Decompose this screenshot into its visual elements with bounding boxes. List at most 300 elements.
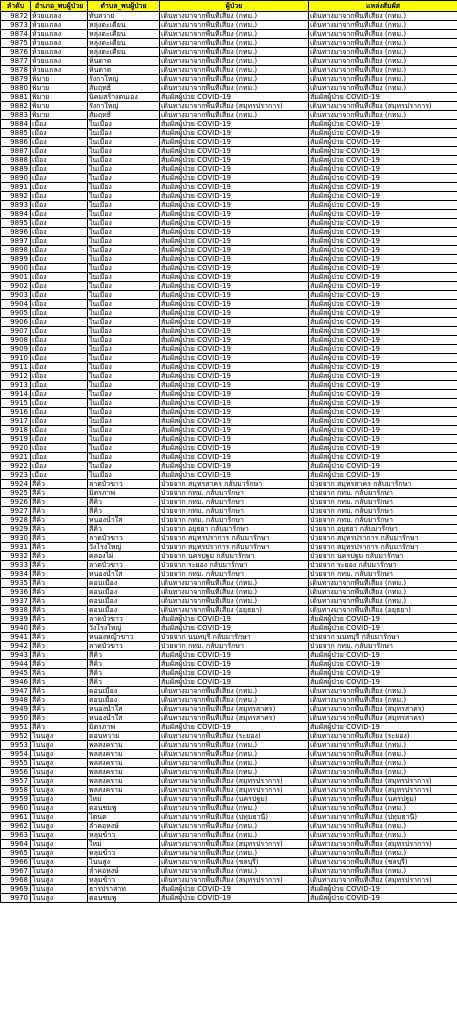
cell-source: ป่วยจาก กทม. กลับมารักษา: [309, 489, 457, 498]
cell-subdistrict: ดอนเมือง: [88, 597, 160, 606]
cell-subdistrict: ในเมือง: [88, 228, 160, 237]
cell-district: โนนสูง: [31, 750, 88, 759]
table-row: [1, 354, 457, 363]
cell-source: เดินทางมาจากพื้นที่เสี่ยง (นครปฐม): [309, 795, 457, 804]
cell-district: สีคิ้ว: [31, 723, 88, 732]
cell-patient: สัมผัสผู้ป่วย COVID-19: [160, 192, 309, 201]
cell-no: 9940: [1, 624, 31, 633]
cell-no: 9891: [1, 183, 31, 192]
cell-patient: สัมผัสผู้ป่วย COVID-19: [160, 165, 309, 174]
cell-patient: สัมผัสผู้ป่วย COVID-19: [160, 174, 309, 183]
cell-no: 9925: [1, 489, 31, 498]
cell-patient: ป่วยจาก สมุทรปราการ กลับมารักษา: [160, 543, 309, 552]
table-row: [1, 318, 457, 327]
cell-subdistrict: ในเมือง: [88, 372, 160, 381]
table-row: [1, 750, 457, 759]
cell-no: 9900: [1, 264, 31, 273]
cell-patient: สัมผัสผู้ป่วย COVID-19: [160, 327, 309, 336]
table-row: [1, 489, 457, 498]
cell-no: 9916: [1, 408, 31, 417]
cell-no: 9937: [1, 597, 31, 606]
cell-subdistrict: ลาดบัวขาว: [88, 480, 160, 489]
cell-district: สีคิ้ว: [31, 489, 88, 498]
cell-district: สีคิ้ว: [31, 543, 88, 552]
header-row: [1, 1, 457, 12]
cell-subdistrict: รังกาใหญ่: [88, 102, 160, 111]
table-row: [1, 444, 457, 453]
cell-subdistrict: พลสงคราม: [88, 786, 160, 795]
cell-no: 9875: [1, 39, 31, 48]
cell-source: ป่วยจาก สมุทรสาคร กลับมารักษา: [309, 480, 457, 489]
cell-subdistrict: มิตรภาพ: [88, 489, 160, 498]
cell-subdistrict: ในเมือง: [88, 201, 160, 210]
cell-subdistrict: หนองน้ำใส: [88, 714, 160, 723]
cell-no: 9921: [1, 453, 31, 462]
cell-patient: สัมผัสผู้ป่วย COVID-19: [160, 246, 309, 255]
cell-district: เมือง: [31, 174, 88, 183]
cell-source: ป่วยจาก กทม. กลับมารักษา: [309, 516, 457, 525]
cell-district: เมือง: [31, 219, 88, 228]
cell-source: สัมผัสผู้ป่วย COVID-19: [309, 885, 457, 894]
cell-district: สีคิ้ว: [31, 633, 88, 642]
table-row: [1, 255, 457, 264]
cell-no: 9922: [1, 462, 31, 471]
cell-no: 9911: [1, 363, 31, 372]
table-row: [1, 75, 457, 84]
cell-source: สัมผัสผู้ป่วย COVID-19: [309, 183, 457, 192]
cell-no: 9915: [1, 399, 31, 408]
cell-patient: สัมผัสผู้ป่วย COVID-19: [160, 336, 309, 345]
cell-subdistrict: สีคิ้ว: [88, 525, 160, 534]
cell-subdistrict: ในเมือง: [88, 165, 160, 174]
cell-patient: สัมผัสผู้ป่วย COVID-19: [160, 381, 309, 390]
cell-source: เดินทางมาจากพื้นที่เสี่ยง (กทม.): [309, 759, 457, 768]
table-row: [1, 525, 457, 534]
table-row: [1, 660, 457, 669]
cell-patient: สัมผัสผู้ป่วย COVID-19: [160, 219, 309, 228]
cell-district: เมือง: [31, 147, 88, 156]
cell-patient: สัมผัสผู้ป่วย COVID-19: [160, 444, 309, 453]
cell-no: 9907: [1, 327, 31, 336]
table-row: [1, 201, 457, 210]
table-row: [1, 138, 457, 147]
cell-district: ห้วยแถลง: [31, 21, 88, 30]
cell-source: สัมผัสผู้ป่วย COVID-19: [309, 462, 457, 471]
cell-source: สัมผัสผู้ป่วย COVID-19: [309, 435, 457, 444]
cell-district: เมือง: [31, 408, 88, 417]
cell-district: โนนสูง: [31, 876, 88, 885]
cell-no: 9928: [1, 516, 31, 525]
cell-district: เมือง: [31, 363, 88, 372]
cell-district: สีคิ้ว: [31, 660, 88, 669]
cell-no: 9878: [1, 66, 31, 75]
cell-district: พิมาย: [31, 75, 88, 84]
cell-source: สัมผัสผู้ป่วย COVID-19: [309, 399, 457, 408]
table-row: [1, 822, 457, 831]
cell-subdistrict: สีคิ้ว: [88, 669, 160, 678]
table-row: [1, 813, 457, 822]
cell-no: 9963: [1, 831, 31, 840]
cell-district: เมือง: [31, 282, 88, 291]
cell-no: 9893: [1, 201, 31, 210]
cell-no: 9966: [1, 858, 31, 867]
header-cell-district: อำเภอ_พบผู้ป่วย: [31, 1, 88, 12]
cell-subdistrict: ในเมือง: [88, 354, 160, 363]
cell-source: สัมผัสผู้ป่วย COVID-19: [309, 624, 457, 633]
cell-patient: ป่วยจาก สมุทรปราการ กลับมารักษา: [160, 534, 309, 543]
cell-subdistrict: ในเมือง: [88, 309, 160, 318]
cell-no: 9877: [1, 57, 31, 66]
cell-subdistrict: หินดาด: [88, 66, 160, 75]
cell-no: 9918: [1, 426, 31, 435]
cell-subdistrict: ดอนหวาย: [88, 732, 160, 741]
cell-subdistrict: ในเมือง: [88, 318, 160, 327]
cell-no: 9947: [1, 687, 31, 696]
cell-no: 9890: [1, 174, 31, 183]
cell-subdistrict: โตนด: [88, 813, 160, 822]
cell-source: เดินทางมาจากพื้นที่เสี่ยง (กทม.): [309, 579, 457, 588]
cell-no: 9912: [1, 372, 31, 381]
cell-no: 9889: [1, 165, 31, 174]
cell-source: สัมผัสผู้ป่วย COVID-19: [309, 345, 457, 354]
cell-district: เมือง: [31, 399, 88, 408]
table-row: [1, 129, 457, 138]
cell-district: เมือง: [31, 246, 88, 255]
cell-district: โนนสูง: [31, 831, 88, 840]
table-row: [1, 858, 457, 867]
table-row: [1, 426, 457, 435]
cell-subdistrict: ดอนเมือง: [88, 606, 160, 615]
table-row: [1, 111, 457, 120]
table-row: [1, 696, 457, 705]
cell-no: 9945: [1, 669, 31, 678]
cell-patient: เดินทางมาจากพื้นที่เสี่ยง (ระยอง): [160, 732, 309, 741]
cell-subdistrict: ในเมือง: [88, 462, 160, 471]
table-row: [1, 21, 457, 30]
table-row: [1, 102, 457, 111]
cell-district: สีคิ้ว: [31, 624, 88, 633]
cell-district: โนนสูง: [31, 858, 88, 867]
cell-subdistrict: รังกาใหญ่: [88, 75, 160, 84]
cell-patient: สัมผัสผู้ป่วย COVID-19: [160, 138, 309, 147]
cell-patient: สัมผัสผู้ป่วย COVID-19: [160, 228, 309, 237]
cell-no: 9933: [1, 561, 31, 570]
cell-subdistrict: ดอนเมือง: [88, 696, 160, 705]
cell-no: 9964: [1, 840, 31, 849]
cell-district: สีคิ้ว: [31, 705, 88, 714]
cell-source: สัมผัสผู้ป่วย COVID-19: [309, 228, 457, 237]
cell-no: 9876: [1, 48, 31, 57]
cell-subdistrict: ในเมือง: [88, 156, 160, 165]
cell-subdistrict: ในเมือง: [88, 273, 160, 282]
cell-source: สัมผัสผู้ป่วย COVID-19: [309, 282, 457, 291]
cell-district: เมือง: [31, 291, 88, 300]
cell-subdistrict: ในเมือง: [88, 444, 160, 453]
cell-patient: สัมผัสผู้ป่วย COVID-19: [160, 615, 309, 624]
cell-no: 9906: [1, 318, 31, 327]
cell-source: เดินทางมาจากพื้นที่เสี่ยง (ชลบุรี): [309, 858, 457, 867]
cell-no: 9961: [1, 813, 31, 822]
cell-source: ป่วยจาก สมุทรปราการ กลับมารักษา: [309, 534, 457, 543]
cell-patient: สัมผัสผู้ป่วย COVID-19: [160, 345, 309, 354]
cell-subdistrict: ในเมือง: [88, 174, 160, 183]
cell-no: 9898: [1, 246, 31, 255]
cell-no: 9929: [1, 525, 31, 534]
cell-source: เดินทางมาจากพื้นที่เสี่ยง (กทม.): [309, 687, 457, 696]
cell-source: ป่วยจาก กทม. กลับมารักษา: [309, 498, 457, 507]
cell-no: 9908: [1, 336, 31, 345]
cell-subdistrict: ดอนเมือง: [88, 687, 160, 696]
cell-source: เดินทางมาจากพื้นที่เสี่ยง (กทม.): [309, 831, 457, 840]
cell-district: เมือง: [31, 228, 88, 237]
table-row: [1, 291, 457, 300]
cell-subdistrict: หนองน้ำใส: [88, 516, 160, 525]
cell-source: ป่วยจาก นครปฐม กลับมารักษา: [309, 552, 457, 561]
cell-source: เดินทางมาจากพื้นที่เสี่ยง (กทม.): [309, 849, 457, 858]
table-row: [1, 84, 457, 93]
cell-subdistrict: หลุมข้าว: [88, 876, 160, 885]
table-row: [1, 831, 457, 840]
cell-patient: สัมผัสผู้ป่วย COVID-19: [160, 237, 309, 246]
cell-patient: สัมผัสผู้ป่วย COVID-19: [160, 885, 309, 894]
cell-patient: สัมผัสผู้ป่วย COVID-19: [160, 408, 309, 417]
cell-no: 9965: [1, 849, 31, 858]
cell-patient: เดินทางมาจากพื้นที่เสี่ยง (กทม.): [160, 12, 309, 21]
cell-subdistrict: พลสงคราม: [88, 741, 160, 750]
cell-source: สัมผัสผู้ป่วย COVID-19: [309, 309, 457, 318]
table-row: [1, 669, 457, 678]
table-row: [1, 363, 457, 372]
cell-no: 9901: [1, 273, 31, 282]
table-row: [1, 345, 457, 354]
cell-no: 9944: [1, 660, 31, 669]
cell-patient: สัมผัสผู้ป่วย COVID-19: [160, 723, 309, 732]
table-row: [1, 462, 457, 471]
cell-subdistrict: สีคิ้ว: [88, 651, 160, 660]
cell-district: เมือง: [31, 210, 88, 219]
table-row: [1, 615, 457, 624]
cell-no: 9952: [1, 732, 31, 741]
cell-subdistrict: หนองน้ำใส: [88, 570, 160, 579]
cell-source: สัมผัสผู้ป่วย COVID-19: [309, 219, 457, 228]
cell-patient: เดินทางมาจากพื้นที่เสี่ยง (สมุทรสาคร): [160, 705, 309, 714]
cell-patient: เดินทางมาจากพื้นที่เสี่ยง (กทม.): [160, 30, 309, 39]
cell-subdistrict: ดอนเมือง: [88, 588, 160, 597]
cell-patient: ป่วยจาก นนทบุรี กลับมารักษา: [160, 633, 309, 642]
cell-subdistrict: ในเมือง: [88, 417, 160, 426]
table-row: [1, 588, 457, 597]
cell-source: เดินทางมาจากพื้นที่เสี่ยง (สมุทรปราการ): [309, 876, 457, 885]
cell-patient: เดินทางมาจากพื้นที่เสี่ยง (สมุทรปราการ): [160, 840, 309, 849]
cell-source: ป่วยจาก อยุธยา กลับมารักษา: [309, 525, 457, 534]
cell-district: ห้วยแถลง: [31, 12, 88, 21]
cell-district: เมือง: [31, 336, 88, 345]
cell-subdistrict: ลำคอหงษ์: [88, 822, 160, 831]
cell-patient: สัมผัสผู้ป่วย COVID-19: [160, 93, 309, 102]
cell-patient: สัมผัสผู้ป่วย COVID-19: [160, 426, 309, 435]
cell-patient: เดินทางมาจากพื้นที่เสี่ยง (ชลบุรี): [160, 858, 309, 867]
cell-patient: สัมผัสผู้ป่วย COVID-19: [160, 147, 309, 156]
cell-source: สัมผัสผู้ป่วย COVID-19: [309, 363, 457, 372]
cell-no: 9931: [1, 543, 31, 552]
cell-subdistrict: ในเมือง: [88, 435, 160, 444]
cell-source: สัมผัสผู้ป่วย COVID-19: [309, 651, 457, 660]
cell-subdistrict: นิคมสร้างตนเอง: [88, 93, 160, 102]
cell-source: เดินทางมาจากพื้นที่เสี่ยง (กทม.): [309, 822, 457, 831]
table-row: [1, 93, 457, 102]
cell-subdistrict: ในเมือง: [88, 399, 160, 408]
cell-district: โนนสูง: [31, 777, 88, 786]
table-row: [1, 471, 457, 480]
cell-source: สัมผัสผู้ป่วย COVID-19: [309, 660, 457, 669]
cell-patient: เดินทางมาจากพื้นที่เสี่ยง (สมุทรปราการ): [160, 876, 309, 885]
cell-no: 9936: [1, 588, 31, 597]
table-row: [1, 219, 457, 228]
cell-patient: เดินทางมาจากพื้นที่เสี่ยง (กทม.): [160, 57, 309, 66]
cell-district: เมือง: [31, 417, 88, 426]
cell-district: สีคิ้ว: [31, 507, 88, 516]
cell-patient: สัมผัสผู้ป่วย COVID-19: [160, 183, 309, 192]
cell-patient: เดินทางมาจากพื้นที่เสี่ยง (กทม.): [160, 111, 309, 120]
cell-no: 9941: [1, 633, 31, 642]
table-row: [1, 39, 457, 48]
table-row: [1, 282, 457, 291]
cell-subdistrict: วังโรงใหญ่: [88, 624, 160, 633]
cell-no: 9888: [1, 156, 31, 165]
cell-no: 9882: [1, 102, 31, 111]
table-row: [1, 516, 457, 525]
cell-subdistrict: สีคิ้ว: [88, 507, 160, 516]
cell-patient: เดินทางมาจากพื้นที่เสี่ยง (กทม.): [160, 687, 309, 696]
cell-district: เมือง: [31, 354, 88, 363]
cell-source: เดินทางมาจากพื้นที่เสี่ยง (กทม.): [309, 48, 457, 57]
cell-patient: เดินทางมาจากพื้นที่เสี่ยง (กทม.): [160, 696, 309, 705]
cell-no: 9962: [1, 822, 31, 831]
cell-source: สัมผัสผู้ป่วย COVID-19: [309, 408, 457, 417]
cell-source: สัมผัสผู้ป่วย COVID-19: [309, 318, 457, 327]
cell-patient: สัมผัสผู้ป่วย COVID-19: [160, 282, 309, 291]
cell-patient: ป่วยจาก อยุธยา กลับมารักษา: [160, 525, 309, 534]
cell-no: 9953: [1, 741, 31, 750]
table-body: [1, 12, 457, 903]
cell-district: โนนสูง: [31, 867, 88, 876]
cell-patient: เดินทางมาจากพื้นที่เสี่ยง (กทม.): [160, 579, 309, 588]
cell-no: 9883: [1, 111, 31, 120]
cell-district: เมือง: [31, 192, 88, 201]
cell-patient: สัมผัสผู้ป่วย COVID-19: [160, 363, 309, 372]
table-row: [1, 183, 457, 192]
cell-district: สีคิ้ว: [31, 597, 88, 606]
cell-district: เมือง: [31, 435, 88, 444]
table-row: [1, 624, 457, 633]
cell-subdistrict: สีคิ้ว: [88, 678, 160, 687]
cell-no: 9949: [1, 705, 31, 714]
cell-no: 9904: [1, 300, 31, 309]
table-row: [1, 777, 457, 786]
cell-no: 9950: [1, 714, 31, 723]
table-row: [1, 120, 457, 129]
cell-subdistrict: ในเมือง: [88, 183, 160, 192]
cell-district: เมือง: [31, 327, 88, 336]
cell-subdistrict: ลาดบัวขาว: [88, 561, 160, 570]
cell-district: เมือง: [31, 462, 88, 471]
cell-district: โนนสูง: [31, 822, 88, 831]
cell-district: สีคิ้ว: [31, 561, 88, 570]
cell-subdistrict: ในเมือง: [88, 471, 160, 480]
cell-source: ป่วยจาก กทม. กลับมารักษา: [309, 507, 457, 516]
cell-source: สัมผัสผู้ป่วย COVID-19: [309, 201, 457, 210]
cell-no: 9968: [1, 876, 31, 885]
cell-district: สีคิ้ว: [31, 642, 88, 651]
cell-no: 9954: [1, 750, 31, 759]
cell-no: 9902: [1, 282, 31, 291]
cell-source: เดินทางมาจากพื้นที่เสี่ยง (กทม.): [309, 696, 457, 705]
cell-patient: ป่วยจาก สมุทรสาคร กลับมารักษา: [160, 480, 309, 489]
cell-source: ป่วยจาก กทม. กลับมารักษา: [309, 642, 457, 651]
cell-patient: เดินทางมาจากพื้นที่เสี่ยง (กทม.): [160, 867, 309, 876]
cell-district: เมือง: [31, 453, 88, 462]
table-row: [1, 552, 457, 561]
cell-subdistrict: มิตรภาพ: [88, 723, 160, 732]
cell-source: เดินทางมาจากพื้นที่เสี่ยง (สมุทรปราการ): [309, 786, 457, 795]
cell-no: 9957: [1, 777, 31, 786]
cell-no: 9894: [1, 210, 31, 219]
cell-patient: เดินทางมาจากพื้นที่เสี่ยง (กทม.): [160, 822, 309, 831]
cell-patient: สัมผัสผู้ป่วย COVID-19: [160, 120, 309, 129]
cell-subdistrict: คลองไผ่: [88, 552, 160, 561]
cell-subdistrict: พลสงคราม: [88, 777, 160, 786]
cell-district: โนนสูง: [31, 804, 88, 813]
table-row: [1, 543, 457, 552]
cell-patient: เดินทางมาจากพื้นที่เสี่ยง (ปทุมธานี): [160, 813, 309, 822]
cell-source: สัมผัสผู้ป่วย COVID-19: [309, 246, 457, 255]
table-row: [1, 246, 457, 255]
cell-no: 9923: [1, 471, 31, 480]
cell-district: เมือง: [31, 255, 88, 264]
cell-district: สีคิ้ว: [31, 696, 88, 705]
cell-patient: ป่วยจาก กทม. กลับมารักษา: [160, 516, 309, 525]
cell-patient: ป่วยจาก กทม. กลับมารักษา: [160, 489, 309, 498]
table-row: [1, 714, 457, 723]
cell-source: เดินทางมาจากพื้นที่เสี่ยง (กทม.): [309, 12, 457, 21]
cell-source: สัมผัสผู้ป่วย COVID-19: [309, 273, 457, 282]
cell-source: เดินทางมาจากพื้นที่เสี่ยง (สมุทรปราการ): [309, 102, 457, 111]
table-row: [1, 885, 457, 894]
cell-subdistrict: ดอนชมพู: [88, 894, 160, 903]
cell-source: สัมผัสผู้ป่วย COVID-19: [309, 453, 457, 462]
table-row: [1, 156, 457, 165]
cell-subdistrict: ในเมือง: [88, 138, 160, 147]
cell-no: 9942: [1, 642, 31, 651]
cell-district: โนนสูง: [31, 894, 88, 903]
cell-patient: สัมผัสผู้ป่วย COVID-19: [160, 372, 309, 381]
cell-district: สีคิ้ว: [31, 552, 88, 561]
cell-no: 9956: [1, 768, 31, 777]
cell-subdistrict: พลสงคราม: [88, 768, 160, 777]
cell-no: 9884: [1, 120, 31, 129]
cell-patient: สัมผัสผู้ป่วย COVID-19: [160, 264, 309, 273]
cell-source: เดินทางมาจากพื้นที่เสี่ยง (สมุทรสาคร): [309, 705, 457, 714]
cell-subdistrict: สีคิ้ว: [88, 660, 160, 669]
cell-subdistrict: พลสงคราม: [88, 759, 160, 768]
table-row: [1, 741, 457, 750]
cell-subdistrict: หลุ่งตะเคียน: [88, 39, 160, 48]
cell-subdistrict: หนองน้ำใส: [88, 705, 160, 714]
cell-no: 9960: [1, 804, 31, 813]
cell-district: เมือง: [31, 165, 88, 174]
cell-source: เดินทางมาจากพื้นที่เสี่ยง (กทม.): [309, 75, 457, 84]
cell-no: 9959: [1, 795, 31, 804]
